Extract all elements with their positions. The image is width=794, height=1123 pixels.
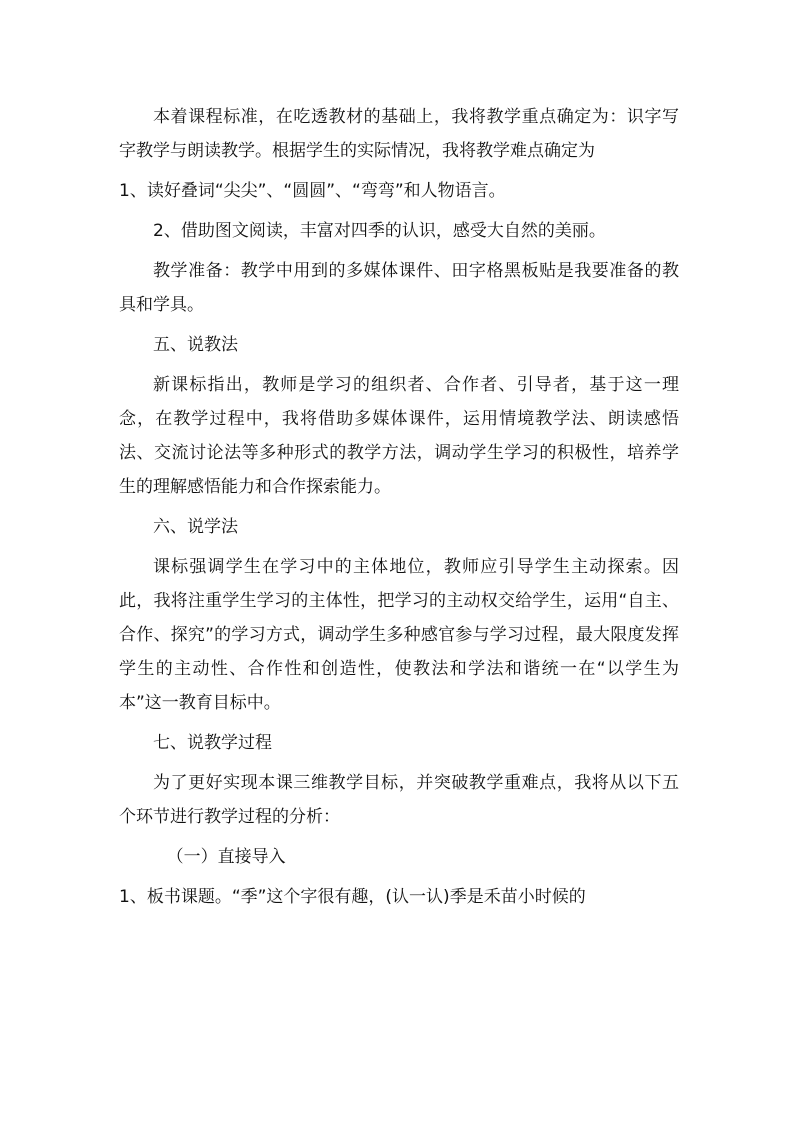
paragraph-teaching-methods: 新课标指出，教师是学习的组织者、合作者、引导者，基于这一理念，在教学过程中，我将借助多媒体课件，运用情境教学法、朗读感悟法、交流讨论法等多种形式的教学方法，调动学生学习的积极性，培养学生的理解感悟能力和合作探索能力。 <box>119 375 679 497</box>
paragraph-learning-methods: 课标强调学生在学习中的主体地位，教师应引导学生主动探索。因此，我将注重学生学习的主体性，把学习的主动权交给学生，运用“自主、合作、探究”的学习方式，调动学生多种感官参与学习过程，最大限度发挥学生的主动性、合作性和创造性，使教法和学法和谐统一在“以学生为本”这一教育目标中。 <box>119 557 679 713</box>
paragraph-difficulty-1: 1、读好叠词“尖尖”、“圆圆”、“弯弯”和人物语言。 <box>119 181 506 201</box>
paragraph-difficulty-2: 2、借助图文阅读，丰富对四季的认识，感受大自然的美丽。 <box>153 221 606 241</box>
paragraph-teaching-focus: 本着课程标准，在吃透教材的基础上，我将教学重点确定为：识字写字教学与朗读教学。根据学生的实际情况，我将教学难点确定为 <box>119 107 679 161</box>
document-body <box>119 100 679 920</box>
heading-teaching-process: 七、说教学过程 <box>153 733 272 753</box>
heading-learning-methods: 六、说学法 <box>153 517 238 537</box>
paragraph-teaching-preparation: 教学准备：教学中用到的多媒体课件、田字格黑板贴是我要准备的教具和学具。 <box>119 261 679 315</box>
heading-teaching-methods: 五、说教法 <box>153 335 238 355</box>
paragraph-board-title: 1、板书课题。“季”这个字很有趣，(认一认)季是禾苗小时候的 <box>119 887 586 907</box>
heading-direct-introduction: （一）直接导入 <box>166 847 286 867</box>
paragraph-teaching-process: 为了更好实现本课三维教学目标，并突破教学重难点，我将从以下五个环节进行教学过程的分析： <box>119 773 679 827</box>
